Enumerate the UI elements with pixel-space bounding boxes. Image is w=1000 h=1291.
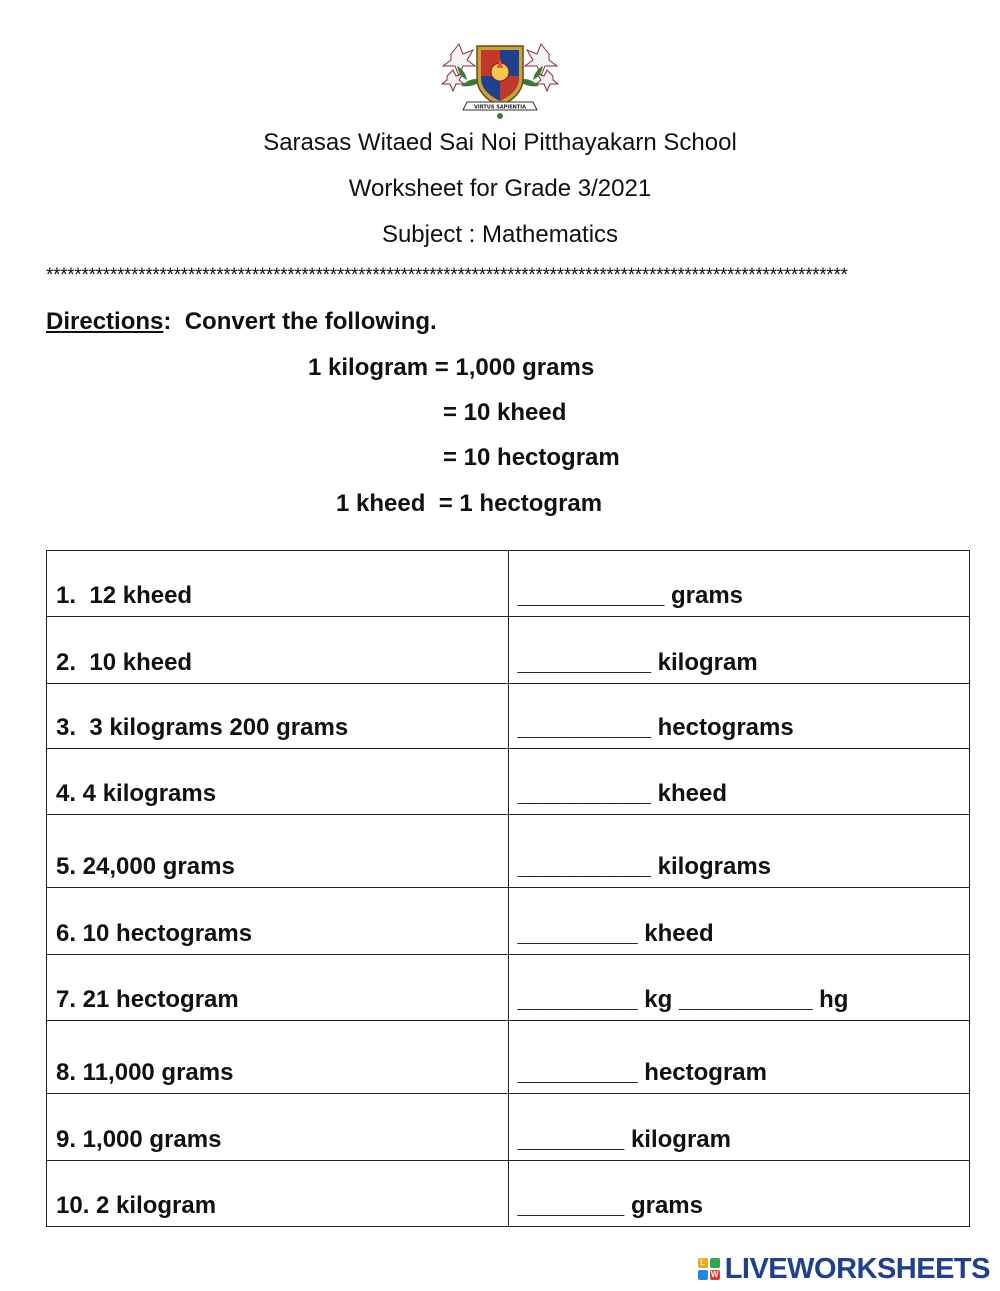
table-row bbox=[47, 617, 970, 684]
question-cell: 3. 3 kilograms 200 grams bbox=[47, 684, 509, 749]
answer-cell[interactable]: _________ kg __________ hg bbox=[508, 955, 970, 1021]
table-row bbox=[47, 888, 970, 955]
worksheet-title: Worksheet for Grade 3/2021 bbox=[348, 175, 652, 202]
table-row bbox=[47, 551, 970, 617]
answer-cell[interactable]: __________ kilograms bbox=[508, 815, 970, 888]
question-cell: 6. 10 hectograms bbox=[47, 888, 509, 955]
answer-cell[interactable]: __________ kilogram bbox=[508, 617, 970, 684]
question-cell: 7. 21 hectogram bbox=[47, 955, 509, 1021]
conversion-line-4: 1 kheed = 1 hectogram bbox=[336, 490, 603, 517]
question-cell: 10. 2 kilogram bbox=[47, 1161, 509, 1227]
subject-title: Subject : Mathematics bbox=[381, 221, 619, 248]
answer-cell[interactable]: ___________ grams bbox=[508, 551, 970, 617]
table-row bbox=[47, 955, 970, 1021]
question-cell: 8. 11,000 grams bbox=[47, 1021, 509, 1094]
directions-colon: : bbox=[163, 308, 172, 335]
answer-cell[interactable]: ________ grams bbox=[508, 1161, 970, 1227]
conversion-line-2: = 10 kheed bbox=[443, 399, 567, 426]
table-row bbox=[47, 749, 970, 815]
question-cell: 1. 12 kheed bbox=[47, 551, 509, 617]
school-crest-logo bbox=[441, 36, 559, 120]
liveworksheets-icon bbox=[698, 1258, 720, 1280]
question-cell: 9. 1,000 grams bbox=[47, 1094, 509, 1161]
question-cell: 2. 10 kheed bbox=[47, 617, 509, 684]
school-name: Sarasas Witaed Sai Noi Pitthayakarn School bbox=[263, 129, 737, 156]
liveworksheets-brand[interactable] bbox=[698, 1252, 990, 1286]
conversion-line-3: = 10 hectogram bbox=[443, 444, 620, 471]
table-row bbox=[47, 684, 970, 749]
exercise-table bbox=[46, 550, 970, 1227]
directions-text: Convert the following. bbox=[184, 308, 437, 335]
answer-cell[interactable]: _________ hectogram bbox=[508, 1021, 970, 1094]
table-row bbox=[47, 1094, 970, 1161]
answer-cell[interactable]: _________ kheed bbox=[508, 888, 970, 955]
question-cell: 5. 24,000 grams bbox=[47, 815, 509, 888]
answer-cell[interactable]: ________ kilogram bbox=[508, 1094, 970, 1161]
answer-cell[interactable]: __________ hectograms bbox=[508, 684, 970, 749]
table-row bbox=[47, 1161, 970, 1227]
table-row bbox=[47, 1021, 970, 1094]
question-cell: 4. 4 kilograms bbox=[47, 749, 509, 815]
icon-tile-l: L bbox=[698, 1258, 708, 1268]
icon-tile-w: W bbox=[710, 1270, 719, 1279]
conversion-line-1: 1 kilogram = 1,000 grams bbox=[308, 354, 595, 381]
directions bbox=[46, 308, 437, 336]
table-row bbox=[47, 815, 970, 888]
star-separator: ***************************************************************************************************************** bbox=[46, 266, 848, 285]
logo-motto: VIRTUS SAPIENTIA bbox=[474, 104, 526, 111]
directions-label: Directions bbox=[46, 308, 164, 335]
liveworksheets-text: LIVEWORKSHEETS bbox=[724, 1252, 990, 1285]
answer-cell[interactable]: __________ kheed bbox=[508, 749, 970, 815]
